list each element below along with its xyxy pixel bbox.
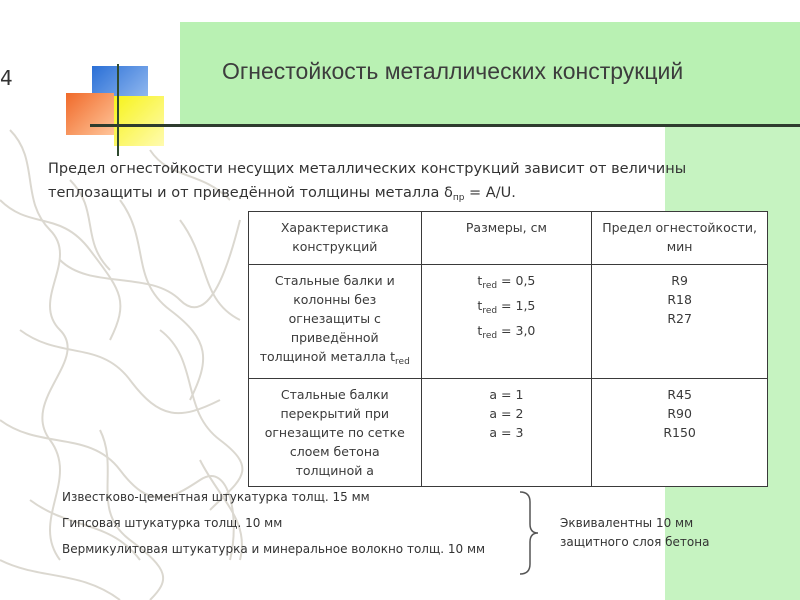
header-characteristic: Характеристика конструкций <box>249 212 422 265</box>
intro-subscript: пр <box>452 193 465 203</box>
intro-paragraph <box>48 157 748 210</box>
fire-resistance-table <box>248 211 768 487</box>
text-line: колонны без <box>293 292 377 307</box>
intro-line-1: Предел огнестойкости несущих металлических конструкций зависит от величины <box>48 161 687 177</box>
title-rule <box>90 124 800 127</box>
text-line: перекрытий при <box>280 406 390 421</box>
slide-number: 4 <box>0 66 13 90</box>
text-line: Стальные балки <box>280 387 389 402</box>
limit-value: R18 <box>667 292 692 307</box>
limit-value: R90 <box>667 406 692 421</box>
table-row <box>249 379 768 487</box>
equivalence-line-1: Эквивалентны 10 мм <box>560 516 694 530</box>
var: t <box>477 298 483 313</box>
cell-limits <box>592 379 768 487</box>
dimension-value: а = 1 <box>489 387 524 402</box>
text-fragment: толщиной металла t <box>259 349 396 364</box>
value: = 0,5 <box>497 273 536 288</box>
slide-title: Огнестойкость металлических конструкций <box>222 58 684 84</box>
value: = 3,0 <box>497 323 536 338</box>
decor-square-orange <box>66 93 114 135</box>
decor-square-yellow <box>114 96 164 146</box>
dimension-value <box>428 271 586 296</box>
header-dimensions: Размеры, см <box>421 212 592 265</box>
limit-value: R27 <box>667 311 692 326</box>
subscript: red <box>395 357 410 367</box>
limit-value: R9 <box>671 273 688 288</box>
subscript: red <box>482 331 498 341</box>
cell-limits <box>592 265 768 379</box>
text-line: огнезащиты с <box>288 311 381 326</box>
curly-brace-icon <box>518 490 540 576</box>
header-limit: Предел огнестойкости, мин <box>592 212 768 265</box>
text-line: огнезащите по сетке <box>264 425 405 440</box>
cell-characteristic <box>249 265 422 379</box>
text-line: толщиной а <box>295 463 374 478</box>
table-header-row <box>249 212 768 265</box>
limit-value: R45 <box>667 387 692 402</box>
intro-line-2-end: = A/U. <box>464 185 516 201</box>
equivalence-line-2: защитного слоя бетона <box>560 535 710 549</box>
var: t <box>477 323 483 338</box>
equivalence-note <box>560 514 709 552</box>
subscript: red <box>482 281 498 291</box>
legend-item-lime-cement: Известково-цементная штукатурка толщ. 15 мм <box>62 490 370 504</box>
table-row <box>249 265 768 379</box>
cell-dimensions <box>421 379 592 487</box>
cell-characteristic <box>249 379 422 487</box>
text-line: Стальные балки и <box>274 273 395 288</box>
limit-value: R150 <box>663 425 696 440</box>
decor-vertical-line <box>117 64 119 156</box>
dimension-value: а = 3 <box>489 425 524 440</box>
cell-dimensions <box>421 265 592 379</box>
text-line: приведённой <box>290 330 379 345</box>
legend-item-vermiculite: Вермикулитовая штукатурка и минеральное волокно толщ. 10 мм <box>62 542 486 556</box>
value: = 1,5 <box>497 298 536 313</box>
dimension-value <box>428 321 586 346</box>
dimension-value <box>428 296 586 321</box>
var: t <box>477 273 483 288</box>
legend-item-gypsum: Гипсовая штукатурка толщ. 10 мм <box>62 516 283 530</box>
subscript: red <box>482 306 498 316</box>
dimension-value: а = 2 <box>489 406 524 421</box>
text-line <box>255 347 415 372</box>
intro-line-2: теплозащиты и от приведённой толщины металла δ <box>48 185 453 201</box>
text-line: слоем бетона <box>289 444 380 459</box>
